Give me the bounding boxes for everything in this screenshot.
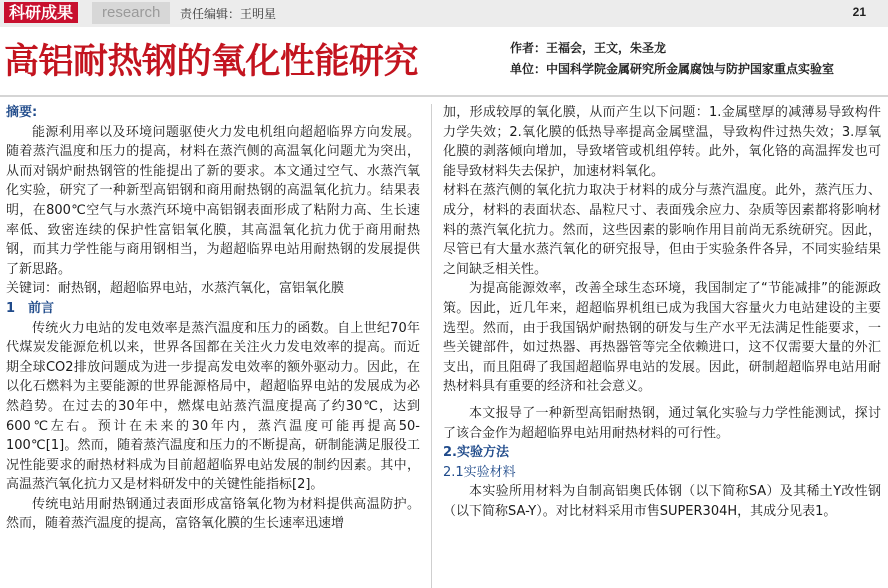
article-affiliation: 单位：中国科学院金属研究所金属腐蚀与防护国家重点实验室 [510,62,835,76]
paragraph-purpose: 本文报导了一种新型高铝耐热钢，通过氧化实验与力学性能测试，探讨了该合金作为超超临界电站用耐热材料的可行性。 [443,405,881,441]
section-heading-methods: 2.实验方法 [443,445,509,461]
page-number: 21 [852,5,866,19]
article-title: 高铝耐热钢的氧化性能研究 [4,41,419,82]
paragraph-materials: 本实验所用材料为自制高铝奥氏体钢（以下简称SA）及其稀土Y改性钢（以下简称SA-Y）。对比材料采用市售SUPER304H，其成分见表1。 [443,484,881,519]
section-heading-intro: 1 前言 [6,300,55,316]
abstract-text: 能源利用率以及环境问题驱使火力发电机组向超超临界方向发展。随着蒸汽温度和压力的提高，材料在蒸汽侧的高温氧化问题尤为突出，从而对锅炉耐热钢管的性能提出了新的要求。本文通过空气、水蒸汽氧化实验，研究了一种新型高铝钢和商用耐热钢的高温氧化抗力。结果表明，在800℃空气与水蒸汽环境中高铝钢表面形成了粘附力高、生长速率低、致密连续的保护性富铝氧化膜，其高温氧化抗力优于商用耐热钢，而其力学性能与商用钢相当，为超超临界电站用耐热钢的发展提供了新思路。 [6,124,420,277]
left-column [6,103,420,534]
page-header [0,0,888,27]
column-divider [431,104,432,588]
abstract-label: 摘要: [6,105,38,120]
column-brand-label: 科研成果 [4,2,78,23]
paragraph-continued: 加，形成较厚的氧化膜，从而产生以下问题：1.金属壁厚的减薄易导致构件力学失效；2.氧化膜的低热导率提高金属壁温，导致构件过热失效；3.厚氧化膜的剥落倾向增加，导致堵管或机组停转。此外，氧化铬的高温挥发也可能导致材料失去保护，加速材料氧化。 [443,105,881,179]
paragraph-energy-policy: 为提高能源效率，改善全球生态环境，我国制定了“节能减排”的能源政策。因此，近几年来，超超临界机组已成为我国大容量火力电站建设的主要选型。然而，由于我国锅炉耐热钢的研发与生产水平无法满足性能要求，一些关键部件，如过热器、再热器管等完全依赖进口，这不仅需要大量的外汇支出，而且阻碍了我国超超临界电站的发展。因此，研制超超临界电站用耐热材料具有重要的经济和社会意义。 [443,281,881,395]
intro-paragraph-1: 传统火力电站的发电效率是蒸汽温度和压力的函数。自上世纪70年代煤炭发能源危机以来，世界各国都在关注火力发电效率的提高。而近期全球CO2排放问题成为进一步提高发电效率的额外驱动力。因此，在以化石燃料为主要能源的世界能源格局中，超超临界电站的发展成为必然趋势。在过去的30年中，燃煤电站蒸汽温度提高了约30℃，达到600℃左右。预计在未来的30年内，蒸汽温度可能再提高50-100℃[1]。然而，随着蒸汽温度和压力的不断提高，研制能满足服役工况性能要求的耐热材料成为目前超超临界电站发展的制约因素。其中，高温蒸汽氧化抗力又是材料研发中的关键性能指标[2]。 [6,320,420,493]
article-authors: 作者：王福会，王文，朱圣龙 [510,41,667,55]
section-tag: research [92,2,170,24]
paragraph-gap [443,397,881,404]
title-divider [0,95,888,97]
keywords: 关键词：耐热钢，超超临界电站，水蒸汽氧化，富铝氧化膜 [6,281,345,297]
intro-paragraph-2: 传统电站用耐热钢通过表面形成富铬氧化物为材料提供高温防护。然而，随着蒸汽温度的提高，富铬氧化膜的生长速率迅速增 [6,496,420,532]
editor-credit: 责任编辑：王明星 [180,7,277,21]
subsection-heading-materials: 2.1实验材料 [443,464,516,480]
paragraph-steam-oxidation: 材料在蒸汽侧的氧化抗力取决于材料的成分与蒸汽温度。此外，蒸汽压力、成分，材料的表面状态、晶粒尺寸、表面残余应力、杂质等因素都将影响材料的蒸汽氧化抗力。然而，这些因素的影响作用目前尚无系统研究。因此，尽管已有大量水蒸汽氧化的研究报导，但由于实验条件各异，不同实验结果之间缺乏相关性。 [443,183,881,277]
right-column [443,103,881,521]
